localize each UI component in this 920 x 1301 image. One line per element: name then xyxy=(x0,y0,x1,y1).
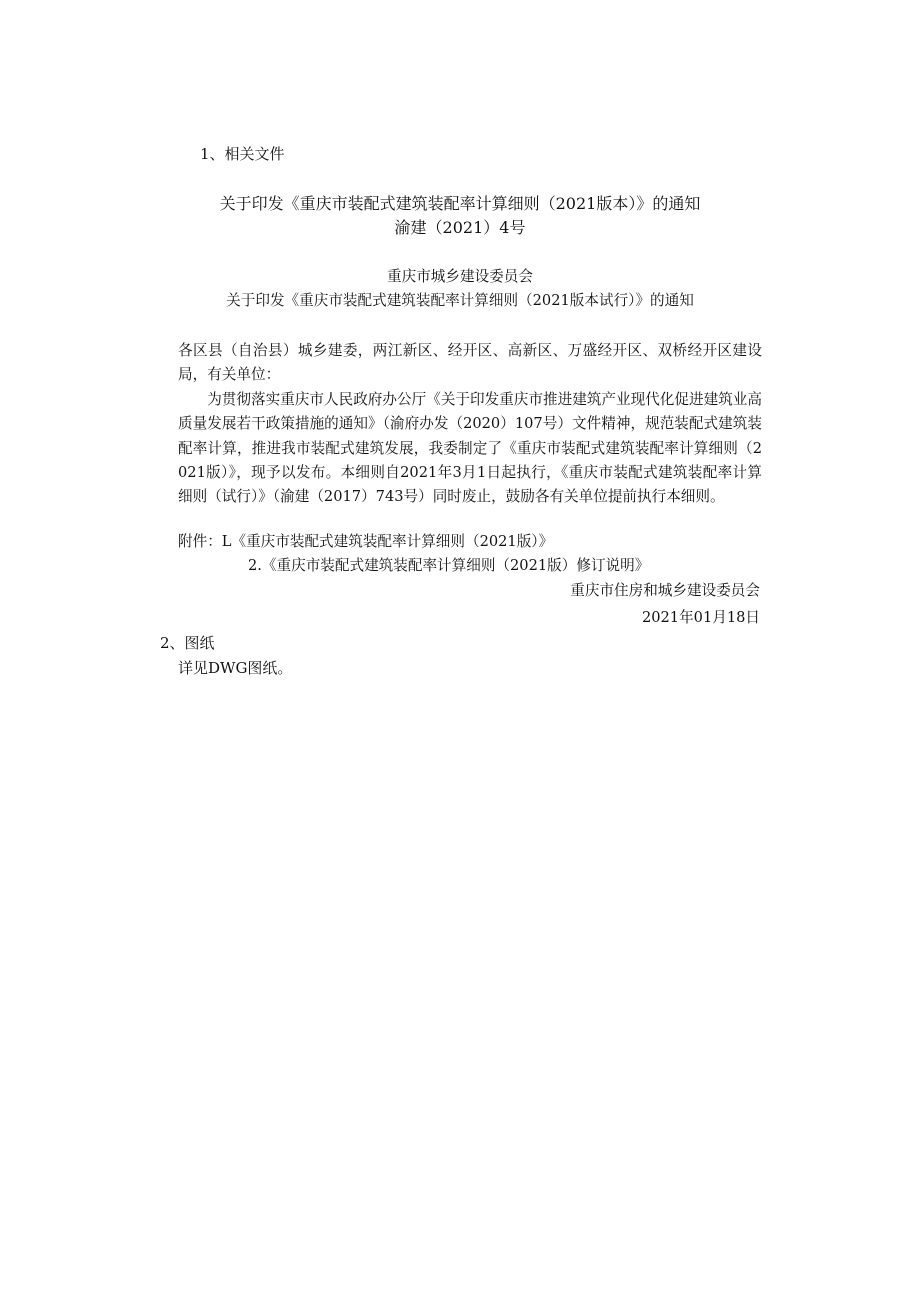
notice-doc-number: 渝建（2021）4号 xyxy=(394,218,526,237)
attachment-item-2: 2.《重庆市装配式建筑装配率计算细则（2021版）修订说明》 xyxy=(248,557,650,574)
notice-title: 关于印发《重庆市装配式建筑装配率计算细则（2021版本）》的通知 xyxy=(219,194,701,213)
recipients-paragraph: 各区县（自治县）城乡建委，两江新区、经开区、高新区、万盛经开区、双桥经开区建设局，有关单位： xyxy=(178,342,762,384)
drawings-reference-text: 详见DWG图纸。 xyxy=(178,659,293,677)
signature-issuer: 重庆市住房和城乡建设委员会 xyxy=(570,582,760,599)
issuer-name: 重庆市城乡建设委员会 xyxy=(387,268,533,285)
section-heading-related-docs: 1、相关文件 xyxy=(200,145,285,163)
notice-body-paragraph: 为贯彻落实重庆市人民政府办公厅《关于印发重庆市推进建筑产业现代化促进建筑业高质量发展若干政策措施的通知》（渝府办发（2020）107号）文件精神，规范装配式建筑装配率计算，推进我市装配式建筑发展，我委制定了《重庆市装配式建筑装配率计算细则（2021版）》，现予以发布。本细则自2021年3月1日起执行，《重庆市装配式建筑装配率计算细则（试行）》（渝建（2017）743号）同时废止，鼓励各有关单位提前执行本细则。 xyxy=(178,391,762,506)
notice-subtitle: 关于印发《重庆市装配式建筑装配率计算细则（2021版本试行）》的通知 xyxy=(226,292,694,309)
signature-date: 2021年01月18日 xyxy=(641,609,760,626)
attachment-item-1: 附件：L《重庆市装配式建筑装配率计算细则（2021版）》 xyxy=(178,533,554,550)
section-heading-drawings: 2、图纸 xyxy=(160,634,215,652)
